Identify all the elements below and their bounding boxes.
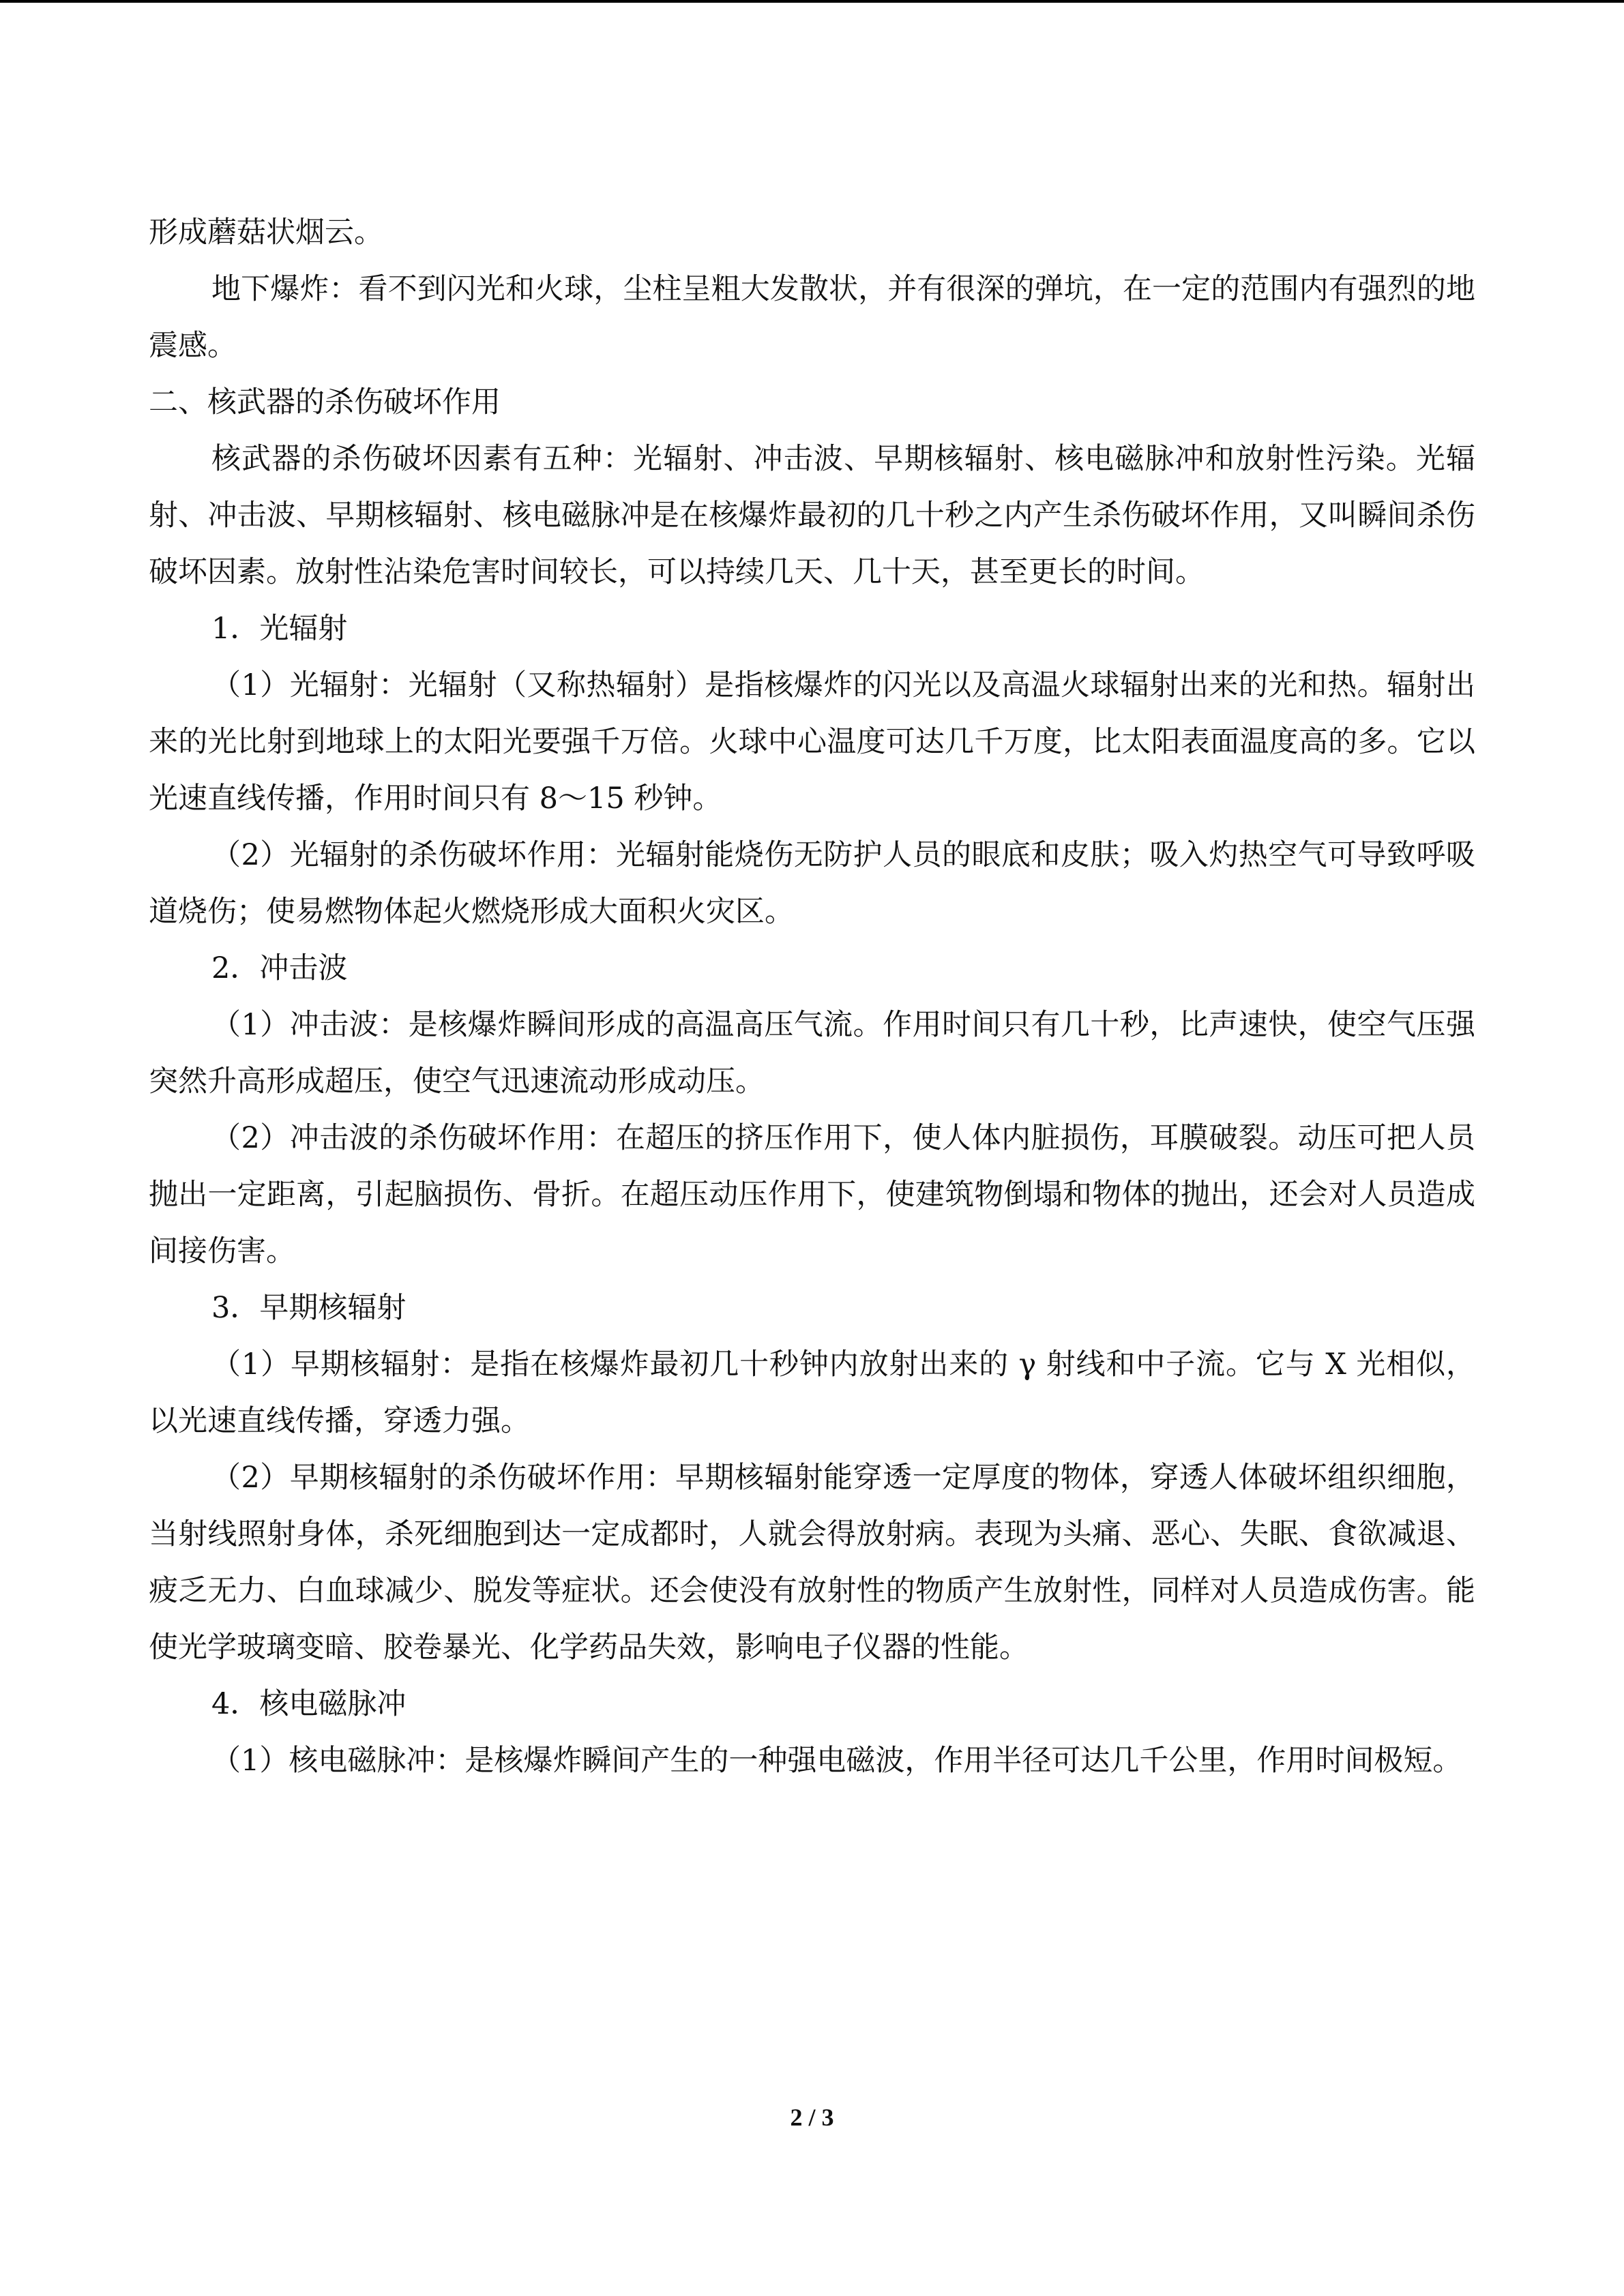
paragraph-shock-wave-effects: （2）冲击波的杀伤破坏作用：在超压的挤压作用下，使人体内脏损伤，耳膜破裂。动压可把人员抛出一定距离，引起脑损伤、骨折。在超压动压作用下，使建筑物倒塌和物体的抛出，还会对人员造成间接伤害。	[149, 1120, 1475, 1268]
document-body	[149, 205, 1475, 1789]
top-border-line	[0, 0, 1624, 3]
paragraph-shock-wave-definition: （1）冲击波：是核爆炸瞬间形成的高温高压气流。作用时间只有几十秒，比声速快，使空气压强突然升高形成超压，使空气迅速流动形成动压。	[149, 1007, 1475, 1099]
paragraph-early-radiation-definition: （1）早期核辐射：是指在核爆炸最初几十秒钟内放射出来的 γ 射线和中子流。它与 X 光相似，以光速直线传播，穿透力强。	[149, 1347, 1475, 1438]
subheading-early-radiation: 3．早期核辐射	[211, 1290, 407, 1325]
subheading-emp: 4．核电磁脉冲	[211, 1686, 407, 1721]
paragraph-underground-explosion: 地下爆炸：看不到闪光和火球，尘柱呈粗大发散状，并有很深的弹坑，在一定的范围内有强烈的地震感。	[149, 271, 1475, 363]
paragraph-emp-definition: （1）核电磁脉冲：是核爆炸瞬间产生的一种强电磁波，作用半径可达几千公里，作用时间极短。	[211, 1743, 1462, 1778]
page-number: 2 / 3	[790, 2104, 834, 2131]
subheading-shock-wave: 2．冲击波	[211, 951, 348, 985]
paragraph-light-radiation-effects: （2）光辐射的杀伤破坏作用：光辐射能烧伤无防护人员的眼底和皮肤；吸入灼热空气可导致呼吸道烧伤；使易燃物体起火燃烧形成大面积火灾区。	[149, 837, 1475, 929]
paragraph-continuation: 形成蘑菇状烟云。	[149, 215, 383, 250]
paragraph-light-radiation-definition: （1）光辐射：光辐射（又称热辐射）是指核爆炸的闪光以及高温火球辐射出来的光和热。辐射出来的光比射到地球上的太阳光要强千万倍。火球中心温度可达几千万度，比太阳表面温度高的多。它以光速直线传播，作用时间只有 8～15 秒钟。	[149, 668, 1475, 816]
subheading-light-radiation: 1．光辐射	[211, 611, 348, 646]
section-heading-damage-effects: 二、核武器的杀伤破坏作用	[149, 385, 501, 419]
paragraph-damage-factors: 核武器的杀伤破坏因素有五种：光辐射、冲击波、早期核辐射、核电磁脉冲和放射性污染。光辐射、冲击波、早期核辐射、核电磁脉冲是在核爆炸最初的几十秒之内产生杀伤破坏作用，又叫瞬间杀伤破坏因素。放射性沾染危害时间较长，可以持续几天、几十天，甚至更长的时间。	[149, 441, 1475, 589]
paragraph-early-radiation-effects: （2）早期核辐射的杀伤破坏作用：早期核辐射能穿透一定厚度的物体，穿透人体破坏组织细胞，当射线照射身体，杀死细胞到达一定成都时，人就会得放射病。表现为头痛、恶心、失眠、食欲减退、疲乏无力、白血球减少、脱发等症状。还会使没有放射性的物质产生放射性，同样对人员造成伤害。能使光学玻璃变暗、胶卷暴光、化学药品失效，影响电子仪器的性能。	[149, 1460, 1475, 1665]
